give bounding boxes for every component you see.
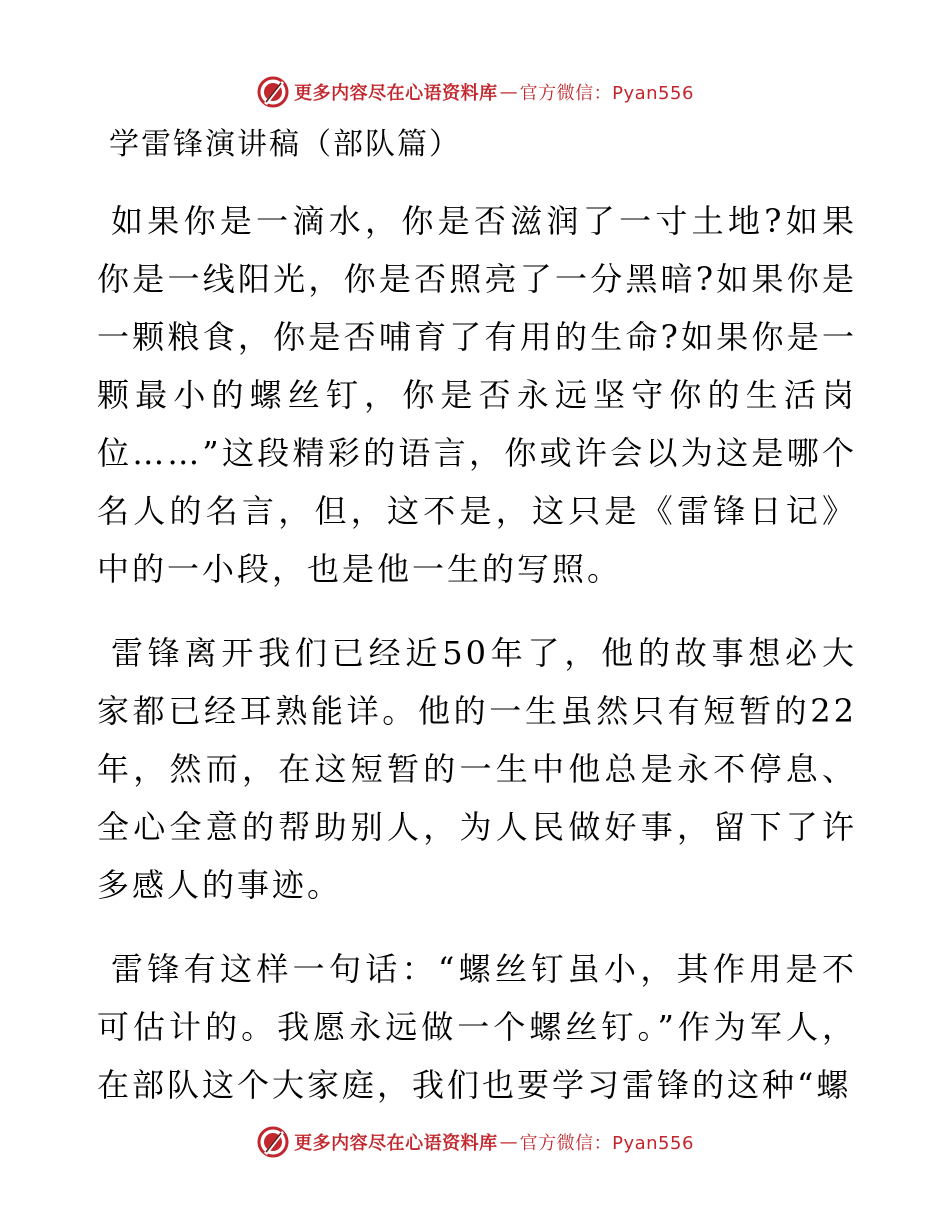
watermark-contact: 官方微信：Pyan556: [519, 83, 694, 104]
watermark-dash: —: [499, 1131, 518, 1153]
paragraph: 如果你是一滴水，你是否滋润了一寸土地?如果你是一线阳光，你是否照亮了一分黑暗?如果你是一颗粮食，你是否哺育了有用的生命?如果你是一颗最小的螺丝钉，你是否永远坚守你的生活岗位……”这段精彩的语言，你或许会以为这是哪个名人的名言，但，这不是，这只是《雷锋日记》中的一小段，也是他一生的写照。: [97, 202, 857, 588]
document-body: [97, 118, 857, 1114]
paragraph: 雷锋有这样一句话：“螺丝钉虽小，其作用是不可估计的。我愿永远做一个螺丝钉。”作为军人，在部队这个大家庭，我们也要学习雷锋的这种“螺: [97, 950, 857, 1104]
quill-pen-logo-icon: [256, 1125, 290, 1159]
header-watermark: [0, 72, 950, 112]
footer-watermark: [0, 1122, 950, 1162]
quill-pen-logo-icon: [256, 75, 290, 109]
paragraph: 雷锋离开我们已经近50年了，他的故事想必大家都已经耳熟能详。他的一生虽然只有短暂的22年，然而，在这短暂的一生中他总是永不停息、全心全意的帮助别人，为人民做好事，留下了许多感人的事迹。: [97, 634, 857, 904]
watermark-brand: 更多内容尽在心语资料库: [294, 83, 498, 104]
watermark-contact: 官方微信：Pyan556: [519, 1133, 694, 1154]
document-title: 学雷锋演讲稿（部队篇）: [109, 127, 461, 162]
watermark-brand: 更多内容尽在心语资料库: [294, 1133, 498, 1154]
watermark-dash: —: [499, 81, 518, 103]
